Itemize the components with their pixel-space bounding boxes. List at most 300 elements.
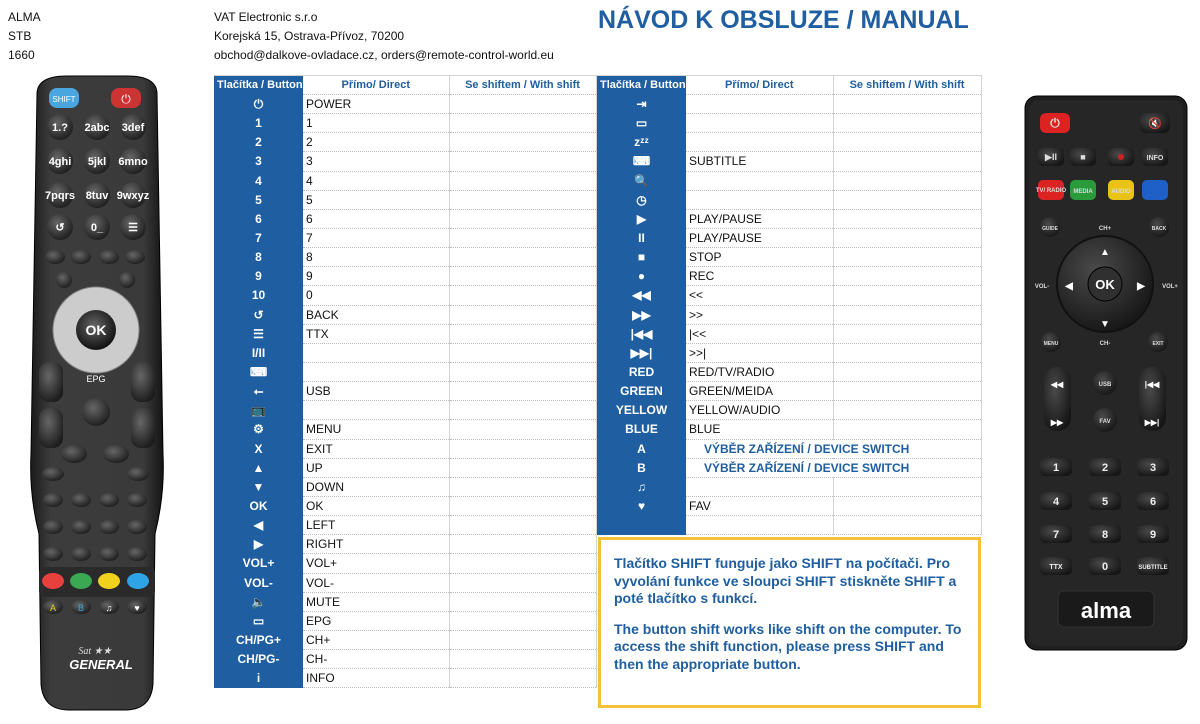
button-key: 🔈 — [214, 592, 303, 611]
table-row — [214, 382, 596, 401]
shift-function — [449, 95, 596, 114]
table-row — [214, 248, 596, 267]
direct-function: 4 — [303, 171, 449, 190]
direct-function: CH+ — [303, 630, 449, 649]
exit-key-label: EXIT — [1152, 341, 1164, 347]
button-key: 6 — [214, 209, 303, 228]
num-key-1: 1.? — [52, 122, 68, 134]
key-a-label: A — [49, 603, 57, 613]
button-key: VOL+ — [214, 554, 303, 573]
button-key: ■ — [597, 248, 686, 267]
table-row — [597, 190, 981, 209]
button-key: ▶ — [214, 535, 303, 554]
table-row — [597, 95, 981, 114]
direct-function: STOP — [686, 248, 833, 267]
direct-function: EXIT — [303, 439, 449, 458]
button-key: ▶ — [597, 209, 686, 228]
button-key: ⌨ — [214, 362, 303, 381]
header-shift: Se shiftem / With shift — [449, 76, 596, 95]
shift-function — [449, 592, 596, 611]
num-key-7: 7pqrs — [45, 190, 75, 202]
svg-text:|◀◀: |◀◀ — [1144, 380, 1160, 389]
ch-minus-label: CH- — [1099, 341, 1111, 347]
shift-function — [833, 477, 981, 496]
button-key: 9 — [214, 267, 303, 286]
button-key: 8 — [214, 248, 303, 267]
button-key: VOL- — [214, 573, 303, 592]
guide-key-label: GUIDE — [1042, 226, 1058, 232]
button-key: CH/PG- — [214, 650, 303, 669]
button-key: ☰ — [214, 324, 303, 343]
button-key: BLUE — [597, 420, 686, 439]
general-logo: GENERAL — [69, 657, 133, 672]
shift-function — [449, 209, 596, 228]
shift-function — [449, 324, 596, 343]
ok-key-label: OK — [1095, 277, 1115, 292]
shift-function — [449, 133, 596, 152]
table-row — [214, 650, 596, 669]
direct-function: 6 — [303, 209, 449, 228]
shift-function — [449, 382, 596, 401]
direct-function — [686, 133, 833, 152]
svg-text:⏻: ⏻ — [121, 92, 131, 106]
direct-function: USB — [303, 382, 449, 401]
num-key-2: 2abc — [84, 122, 110, 134]
shift-function — [833, 305, 981, 324]
button-key: ♥ — [597, 496, 686, 515]
right-button-table — [597, 75, 982, 535]
direct-function: CH- — [303, 650, 449, 669]
shift-function — [833, 362, 981, 381]
alma-ttx: TTX — [1049, 564, 1063, 571]
button-key: YELLOW — [597, 401, 686, 420]
table-row — [214, 362, 596, 381]
direct-function: DOWN — [303, 477, 449, 496]
page-title: NÁVOD K OBSLUZE / MANUAL — [598, 6, 969, 34]
shift-function — [833, 401, 981, 420]
shift-function — [449, 458, 596, 477]
button-key: 4 — [214, 171, 303, 190]
direct-function: VOL- — [303, 573, 449, 592]
table-row — [597, 133, 981, 152]
vol-minus-label: VOL- — [1034, 284, 1050, 290]
button-key: CH/PG+ — [214, 630, 303, 649]
button-key: ⇥ — [597, 95, 686, 114]
fav-key-label: FAV — [1099, 419, 1111, 425]
direct-function: INFO — [303, 669, 449, 688]
direct-function: MUTE — [303, 592, 449, 611]
alma-num-1: 1 — [1052, 462, 1060, 474]
direct-function: EPG — [303, 611, 449, 630]
button-key: ▭ — [597, 114, 686, 133]
num-key-4: 4ghi — [48, 156, 72, 168]
button-key: A — [597, 439, 686, 458]
company-emails: obchod@dalkove-ovladace.cz, orders@remote-control-world.eu — [214, 48, 554, 62]
table-row — [214, 324, 596, 343]
media-key-label: MEDIA — [1073, 189, 1093, 195]
sat-label: Sat ★★ — [78, 646, 112, 657]
epg-key-label: EPG — [86, 374, 106, 384]
device-switch-function: VÝBĚR ZAŘÍZENÍ / DEVICE SWITCH — [686, 458, 981, 477]
table-row — [597, 516, 981, 535]
shift-function — [833, 171, 981, 190]
direct-function: SUBTITLE — [686, 152, 833, 171]
svg-text:▶▶|: ▶▶| — [1144, 418, 1160, 427]
table-header — [214, 76, 596, 95]
table-row — [214, 477, 596, 496]
shift-function — [449, 669, 596, 688]
shift-function — [833, 516, 981, 535]
table-row — [214, 286, 596, 305]
direct-function — [686, 190, 833, 209]
table-row — [214, 420, 596, 439]
shift-function — [449, 650, 596, 669]
shift-function — [449, 362, 596, 381]
table-row — [214, 152, 596, 171]
alma-num-8: 8 — [1101, 529, 1109, 541]
num-key-0: 0_ — [90, 222, 104, 234]
button-key — [597, 516, 686, 535]
table-row — [214, 171, 596, 190]
table-row — [214, 305, 596, 324]
direct-function: |<< — [686, 324, 833, 343]
num-key-8: 8tuv — [85, 190, 109, 202]
button-key: I/II — [214, 343, 303, 362]
table-row — [214, 95, 596, 114]
table-row — [214, 401, 596, 420]
direct-function: LEFT — [303, 516, 449, 535]
direct-function — [303, 401, 449, 420]
alma-subtitle: SUBTITLE — [1138, 565, 1168, 571]
shift-function — [833, 190, 981, 209]
direct-function: 5 — [303, 190, 449, 209]
direct-function: 3 — [303, 152, 449, 171]
key-b-label: B — [77, 603, 85, 613]
table-row — [214, 439, 596, 458]
shift-key-label: SHIFT — [52, 95, 76, 104]
table-row — [214, 496, 596, 515]
table-row — [597, 305, 981, 324]
direct-function — [686, 477, 833, 496]
table-row — [597, 248, 981, 267]
svg-text:🔇: 🔇 — [1148, 118, 1162, 130]
shift-function — [449, 267, 596, 286]
direct-function: YELLOW/AUDIO — [686, 401, 833, 420]
button-key: ▲ — [214, 458, 303, 477]
menu-key-label: MENU — [1043, 341, 1059, 347]
shift-function — [449, 114, 596, 133]
button-key: RED — [597, 362, 686, 381]
back-key-label: BACK — [1151, 226, 1167, 232]
model-number: 1660 — [8, 48, 35, 62]
direct-function: TTX — [303, 324, 449, 343]
shift-function — [449, 630, 596, 649]
direct-function: BLUE — [686, 420, 833, 439]
table-row — [214, 669, 596, 688]
shift-function — [833, 286, 981, 305]
table-row — [214, 535, 596, 554]
direct-function: RIGHT — [303, 535, 449, 554]
shift-function — [449, 343, 596, 362]
direct-function: << — [686, 286, 833, 305]
header-shift: Se shiftem / With shift — [833, 76, 981, 95]
direct-function — [686, 516, 833, 535]
button-key: ◷ — [597, 190, 686, 209]
left-button-table — [214, 75, 597, 688]
general-remote-image — [27, 74, 167, 714]
audio-key-label: AUDIO — [1111, 189, 1131, 195]
table-row — [597, 439, 981, 458]
alma-num-2: 2 — [1101, 462, 1109, 474]
svg-text:▶▶: ▶▶ — [1050, 418, 1064, 427]
table-row — [597, 228, 981, 247]
button-key: i — [214, 669, 303, 688]
type-label: STB — [8, 29, 32, 43]
tvradio-key-label: TV/ RADIO — [1035, 188, 1067, 194]
button-key: OK — [214, 496, 303, 515]
table-row — [214, 458, 596, 477]
button-key: 📺 — [214, 401, 303, 420]
button-key: ● — [597, 267, 686, 286]
button-key: ♫ — [597, 477, 686, 496]
direct-function: 8 — [303, 248, 449, 267]
shift-function — [449, 420, 596, 439]
alma-num-0: 0 — [1101, 561, 1109, 573]
direct-function: RED/TV/RADIO — [686, 362, 833, 381]
shift-function — [449, 228, 596, 247]
table-row — [597, 401, 981, 420]
table-row — [214, 228, 596, 247]
button-key: ↺ — [214, 305, 303, 324]
ok-key-label: OK — [85, 322, 107, 338]
back-key: ↺ — [55, 222, 65, 234]
num-key-5: 5jkl — [87, 156, 107, 168]
button-key: |◀◀ — [597, 324, 686, 343]
table-row — [214, 114, 596, 133]
info-key-label: INFO — [1146, 155, 1164, 162]
shift-function — [449, 152, 596, 171]
shift-function — [833, 133, 981, 152]
button-key: ▼ — [214, 477, 303, 496]
button-key: 1 — [214, 114, 303, 133]
table-row — [597, 496, 981, 515]
shift-function — [449, 171, 596, 190]
shift-function — [833, 267, 981, 286]
shift-function — [449, 477, 596, 496]
button-key: ⭠ — [214, 382, 303, 401]
direct-function: PLAY/PAUSE — [686, 228, 833, 247]
shift-function — [833, 248, 981, 267]
button-key: 3 — [214, 152, 303, 171]
table-row — [597, 458, 981, 477]
ch-plus-label: CH+ — [1098, 226, 1112, 232]
table-row — [597, 267, 981, 286]
note-english: The button shift works like shift on the computer. To access the shift function, please press SHIFT and then the appropriate button. — [614, 620, 962, 672]
company-name: VAT Electronic s.r.o — [214, 10, 318, 24]
company-info — [214, 8, 554, 65]
direct-function: REC — [686, 267, 833, 286]
svg-text:▶II: ▶II — [1045, 152, 1057, 162]
button-key: ⏻ — [214, 95, 303, 114]
shift-function — [449, 573, 596, 592]
direct-function — [303, 343, 449, 362]
shift-function — [449, 535, 596, 554]
header-button: Tlačítka / Button — [214, 76, 303, 95]
shift-function — [833, 382, 981, 401]
shift-function — [449, 305, 596, 324]
table-row — [214, 554, 596, 573]
direct-function: 1 — [303, 114, 449, 133]
table-row — [597, 171, 981, 190]
num-key-3: 3def — [121, 122, 145, 134]
table-row — [597, 152, 981, 171]
button-key: ▶▶| — [597, 343, 686, 362]
shift-function — [449, 401, 596, 420]
alma-remote-image — [1024, 95, 1188, 651]
table-row — [214, 190, 596, 209]
table-row — [597, 286, 981, 305]
direct-function: 9 — [303, 267, 449, 286]
svg-text:⏻: ⏻ — [1050, 116, 1060, 130]
direct-function: OK — [303, 496, 449, 515]
button-key: ⚙ — [214, 420, 303, 439]
shift-function — [449, 190, 596, 209]
direct-function: PLAY/PAUSE — [686, 209, 833, 228]
svg-text:▶: ▶ — [1137, 281, 1145, 292]
shift-function — [449, 248, 596, 267]
button-key: B — [597, 458, 686, 477]
alma-logo: alma — [1080, 598, 1132, 623]
music-key-label: ♫ — [105, 603, 113, 613]
alma-num-5: 5 — [1101, 496, 1109, 508]
fav-key-label: ♥ — [134, 603, 140, 613]
shift-function — [833, 496, 981, 515]
button-key: 5 — [214, 190, 303, 209]
shift-function — [833, 228, 981, 247]
direct-function: UP — [303, 458, 449, 477]
table-row — [214, 573, 596, 592]
direct-function: >> — [686, 305, 833, 324]
shift-function — [449, 611, 596, 630]
button-key: X — [214, 439, 303, 458]
table-row — [214, 267, 596, 286]
table-header — [597, 76, 981, 95]
svg-text:▲: ▲ — [1100, 247, 1110, 258]
button-key: zᶻᶻ — [597, 133, 686, 152]
direct-function — [686, 95, 833, 114]
table-row — [214, 630, 596, 649]
shift-function — [833, 324, 981, 343]
button-key: ▶▶ — [597, 305, 686, 324]
alma-num-9: 9 — [1149, 529, 1157, 541]
direct-function — [303, 362, 449, 381]
shift-function — [449, 286, 596, 305]
device-switch-function: VÝBĚR ZAŘÍZENÍ / DEVICE SWITCH — [686, 439, 981, 458]
direct-function — [686, 114, 833, 133]
header-button: Tlačítka / Button — [597, 76, 686, 95]
direct-function: >>| — [686, 343, 833, 362]
shift-function — [833, 152, 981, 171]
shift-function — [833, 420, 981, 439]
alma-num-3: 3 — [1149, 462, 1157, 474]
ttx-key: ☰ — [128, 222, 138, 234]
direct-function: 7 — [303, 228, 449, 247]
shift-function — [833, 343, 981, 362]
svg-text:■: ■ — [1080, 152, 1086, 162]
table-row — [597, 382, 981, 401]
shift-function — [449, 439, 596, 458]
table-row — [214, 516, 596, 535]
direct-function: 0 — [303, 286, 449, 305]
button-key: ◀ — [214, 516, 303, 535]
button-key: 🔍 — [597, 171, 686, 190]
header-direct: Přímo/ Direct — [686, 76, 833, 95]
button-key: ▭ — [214, 611, 303, 630]
brand-label: ALMA — [8, 10, 41, 24]
button-key: 7 — [214, 228, 303, 247]
shift-function — [449, 516, 596, 535]
table-row — [597, 477, 981, 496]
alma-num-6: 6 — [1149, 496, 1157, 508]
note-czech: Tlačítko SHIFT funguje jako SHIFT na počítači. Pro vyvolání funkce ve sloupci SHIFT stiskněte SHIFT a poté tlačítko s funkcí. — [614, 555, 957, 606]
table-row — [214, 611, 596, 630]
shift-function — [833, 114, 981, 133]
alma-num-7: 7 — [1052, 529, 1060, 541]
button-key: ⌨ — [597, 152, 686, 171]
table-row — [214, 133, 596, 152]
table-row — [597, 420, 981, 439]
num-key-9: 9wxyz — [116, 190, 150, 202]
header-direct: Přímo/ Direct — [303, 76, 449, 95]
button-key: 2 — [214, 133, 303, 152]
table-row — [214, 343, 596, 362]
num-key-6: 6mno — [118, 156, 148, 168]
usb-key-label: USB — [1098, 382, 1112, 388]
direct-function: FAV — [686, 496, 833, 515]
direct-function: MENU — [303, 420, 449, 439]
shift-note-box — [598, 537, 981, 708]
button-key: ◀◀ — [597, 286, 686, 305]
direct-function: 2 — [303, 133, 449, 152]
button-key: II — [597, 228, 686, 247]
direct-function: POWER — [303, 95, 449, 114]
svg-text:▼: ▼ — [1100, 319, 1110, 330]
alma-num-4: 4 — [1052, 496, 1060, 508]
direct-function: BACK — [303, 305, 449, 324]
svg-text:◀: ◀ — [1065, 281, 1073, 292]
shift-function — [449, 496, 596, 515]
table-row — [597, 114, 981, 133]
direct-function — [686, 171, 833, 190]
table-row — [597, 362, 981, 381]
table-row — [597, 209, 981, 228]
model-info — [8, 8, 41, 65]
vol-plus-label: VOL+ — [1162, 284, 1178, 290]
direct-function: GREEN/MEIDA — [686, 382, 833, 401]
button-key: GREEN — [597, 382, 686, 401]
button-key: 10 — [214, 286, 303, 305]
direct-function: VOL+ — [303, 554, 449, 573]
shift-function — [833, 95, 981, 114]
table-row — [214, 209, 596, 228]
shift-function — [833, 209, 981, 228]
svg-text:◀◀: ◀◀ — [1050, 380, 1064, 389]
shift-function — [449, 554, 596, 573]
table-row — [597, 343, 981, 362]
company-address: Korejská 15, Ostrava-Přívoz, 70200 — [214, 29, 405, 43]
table-row — [214, 592, 596, 611]
table-row — [597, 324, 981, 343]
